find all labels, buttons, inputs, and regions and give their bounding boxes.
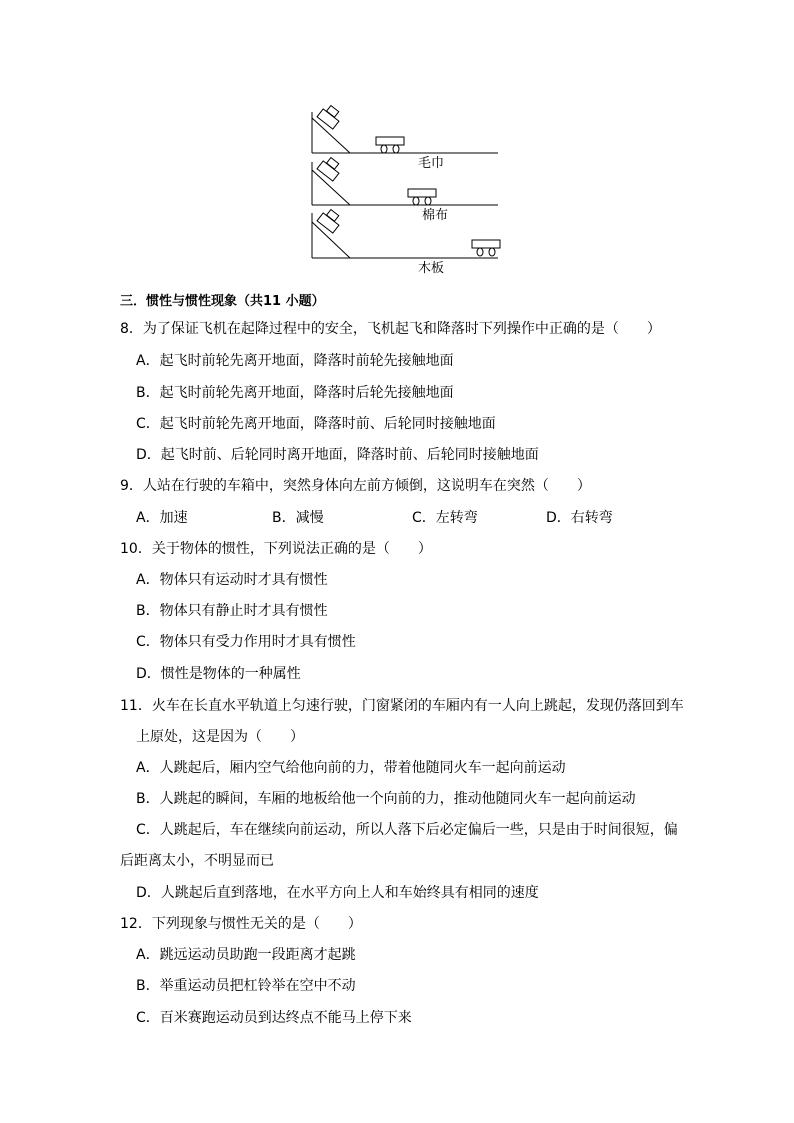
question-11-option-b: B．人跳起的瞬间，车厢的地板给他一个向前的力，推动他随同火车一起向前运动 bbox=[136, 791, 636, 807]
question-9-option-a: A．加速 bbox=[136, 510, 188, 526]
question-8-stem: 8．为了保证飞机在起降过程中的安全，飞机起飞和降落时下列操作中正确的是（ ） bbox=[120, 321, 661, 337]
section-title: 三．惯性与惯性现象（共11 小题） bbox=[120, 294, 325, 309]
question-12-stem: 12．下列现象与惯性无关的是（ ） bbox=[120, 916, 362, 932]
question-10-option-a: A．物体只有运动时才具有惯性 bbox=[136, 572, 328, 588]
question-11-option-a: A．人跳起后，厢内空气给他向前的力，带着他随同火车一起向前运动 bbox=[136, 760, 566, 776]
experiment-figure bbox=[300, 100, 510, 280]
question-10-option-c: C．物体只有受力作用时才具有惯性 bbox=[136, 634, 356, 650]
question-8-option-d: D．起飞时前、后轮同时离开地面，降落时前、后轮同时接触地面 bbox=[136, 447, 539, 463]
surface-label-wood: 木板 bbox=[418, 261, 445, 276]
question-10-stem: 10．关于物体的惯性，下列说法正确的是（ ） bbox=[120, 541, 432, 557]
question-11-option-d: D．人跳起后直到落地，在水平方向上人和车始终具有相同的速度 bbox=[136, 885, 539, 901]
question-11-stem-line2: 上原处，这是因为（ ） bbox=[136, 729, 304, 745]
question-12-option-c: C．百米赛跑运动员到达终点不能马上停下来 bbox=[136, 1010, 412, 1026]
question-11-option-c: C．人跳起后，车在继续向前运动，所以人落下后必定偏后一些，只是由于时间很短，偏 bbox=[136, 822, 678, 838]
question-10-option-b: B．物体只有静止时才具有惯性 bbox=[136, 603, 328, 619]
question-11-stem-line1: 11．火车在长直水平轨道上匀速行驶，门窗紧闭的车厢内有一人向上跳起，发现仍落回到车 bbox=[120, 698, 684, 714]
question-9-option-d: D．右转弯 bbox=[546, 510, 613, 526]
question-12-option-b: B．举重运动员把杠铃举在空中不动 bbox=[136, 978, 356, 994]
ramp-row-towel bbox=[312, 106, 498, 153]
surface-label-cotton: 棉布 bbox=[422, 208, 449, 223]
ramp-row-wood bbox=[312, 210, 500, 258]
ramp-row-cotton bbox=[312, 158, 498, 205]
question-10-option-d: D．惯性是物体的一种属性 bbox=[136, 666, 301, 682]
surface-label-towel: 毛巾 bbox=[418, 156, 445, 171]
question-8-option-c: C．起飞时前轮先离开地面，降落时前、后轮同时接触地面 bbox=[136, 416, 496, 432]
question-8-option-b: B．起飞时前轮先离开地面，降落时后轮先接触地面 bbox=[136, 385, 454, 401]
question-11-option-c-cont: 后距离太小，不明显而已 bbox=[120, 853, 274, 869]
question-12-option-a: A．跳远运动员助跑一段距离才起跳 bbox=[136, 947, 356, 963]
ramp-cart-diagram bbox=[300, 100, 510, 280]
question-9-option-c: C．左转弯 bbox=[412, 510, 478, 526]
question-9-stem: 9．人站在行驶的车箱中，突然身体向左前方倾倒，这说明车在突然（ ） bbox=[120, 478, 591, 494]
question-9-option-b: B．减慢 bbox=[272, 510, 324, 526]
question-8-option-a: A．起飞时前轮先离开地面，降落时前轮先接触地面 bbox=[136, 353, 454, 369]
